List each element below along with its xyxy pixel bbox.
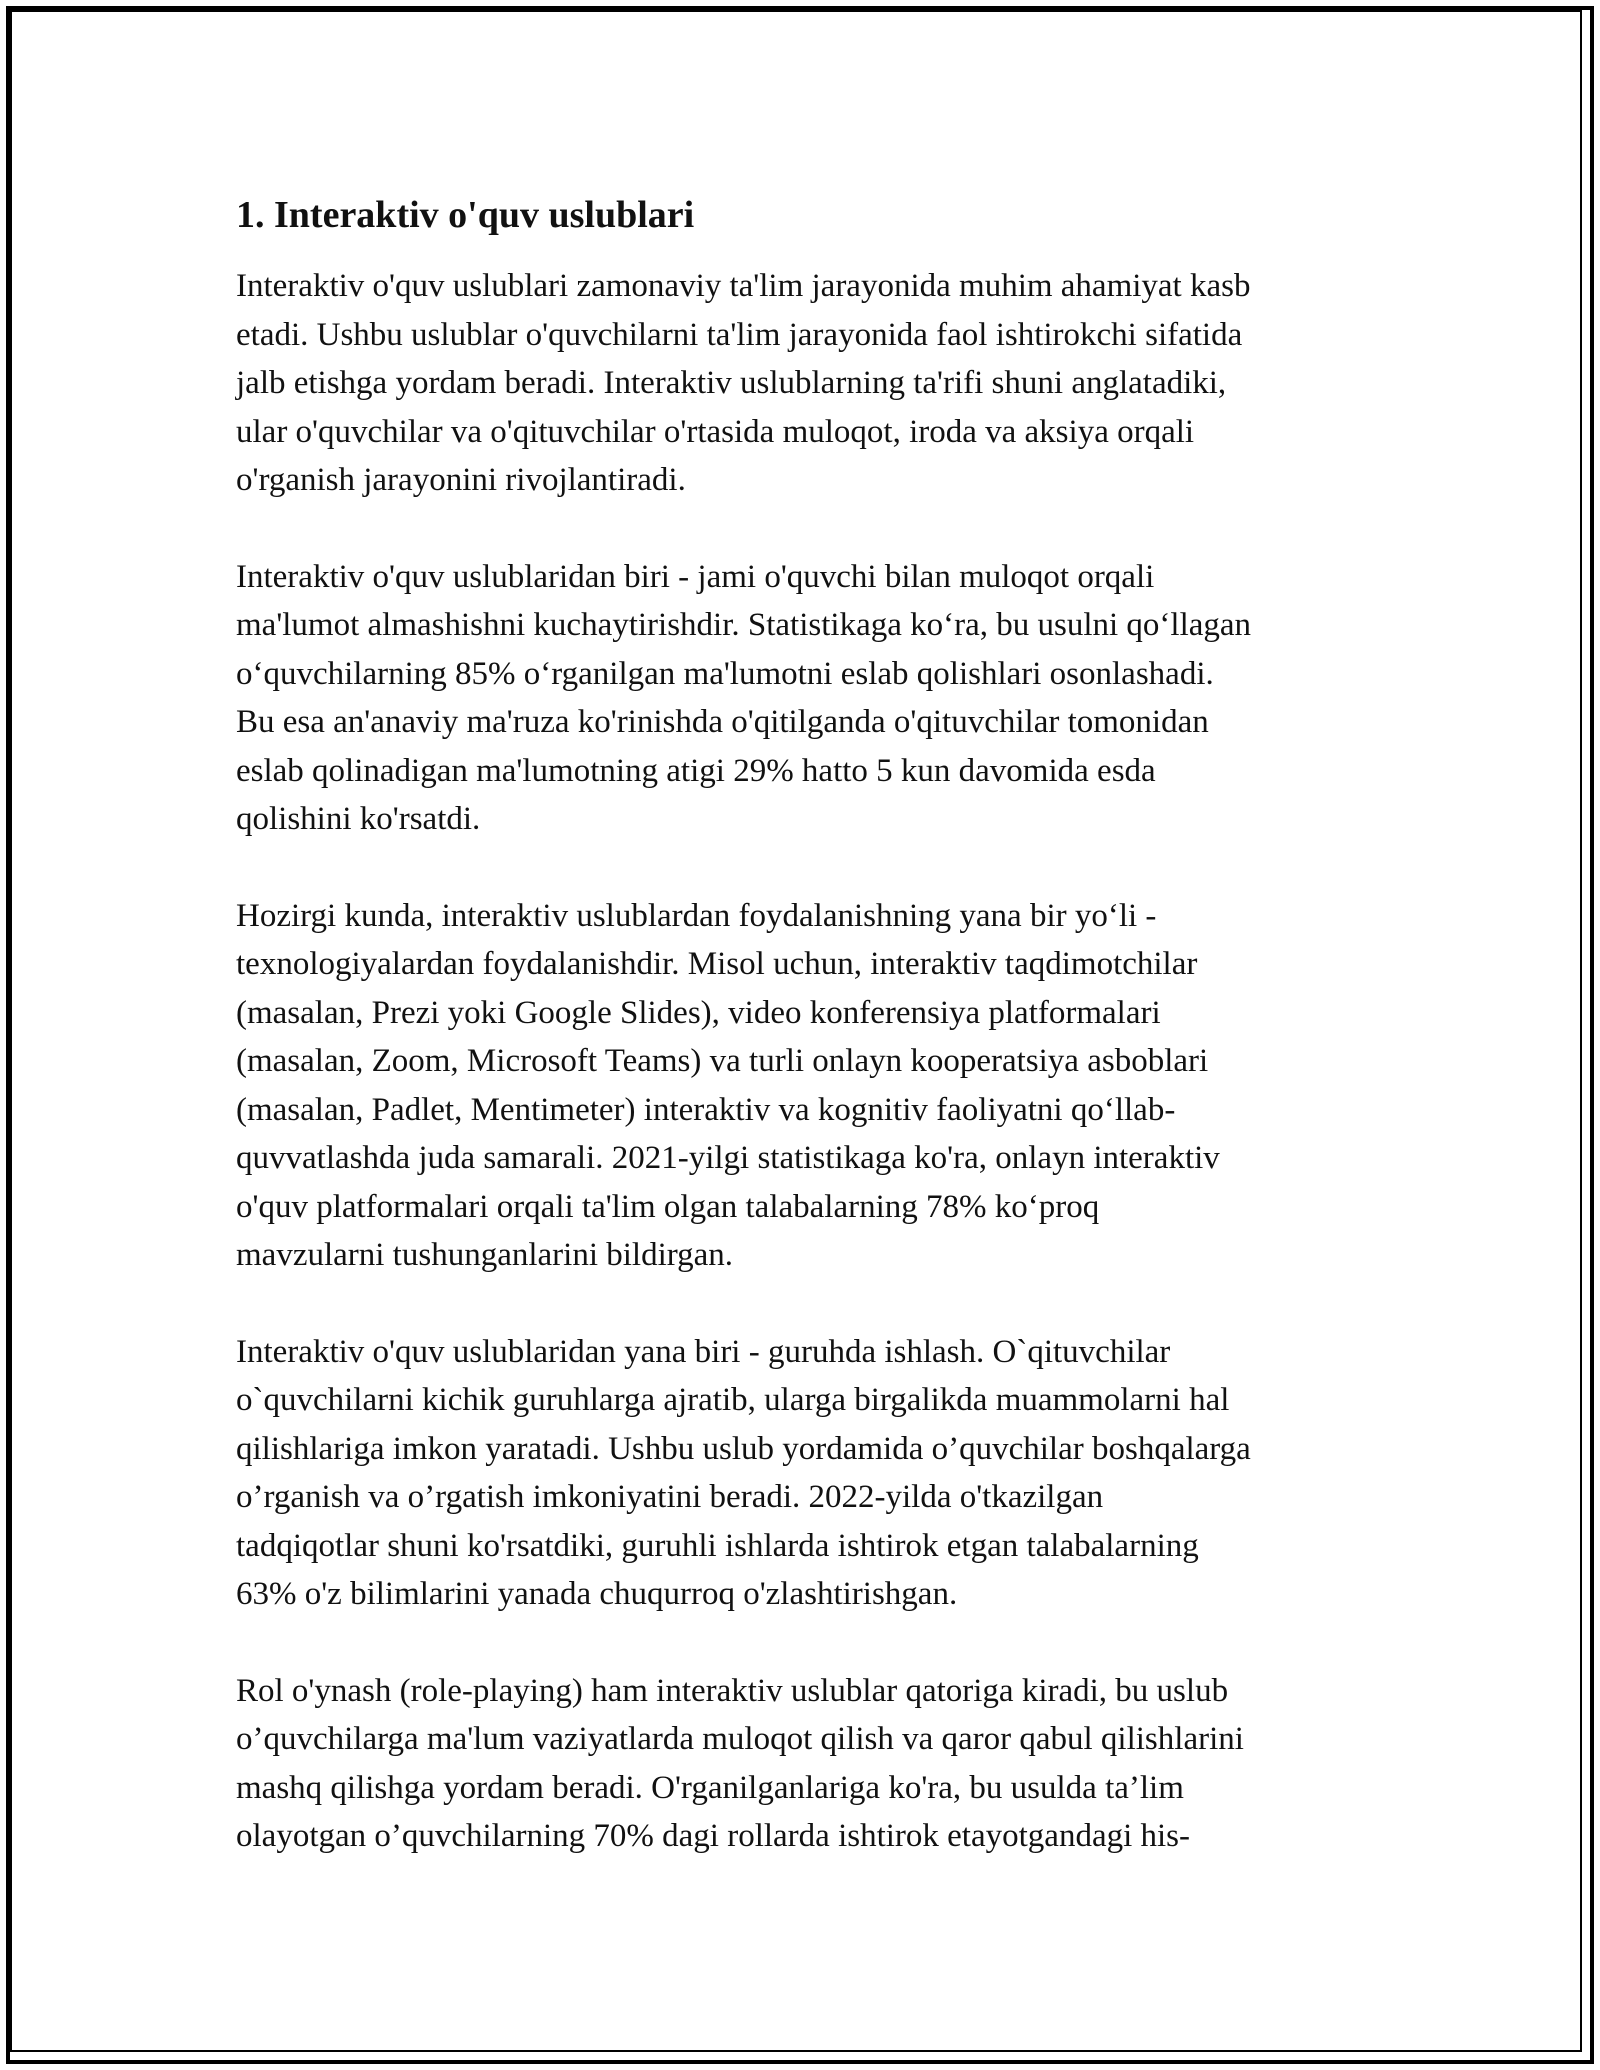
paragraph-line: o’rganish va o’rgatish imkoniyatini beradi. 2022-yilda o'tkazilgan xyxy=(236,1479,1104,1515)
paragraph-line: etadi. Ushbu uslublar o'quvchilarni ta'lim jarayonida faol ishtirokchi sifatida xyxy=(236,316,1243,353)
paragraph-line: quvvatlashda juda samarali. 2021-yilgi statistikaga ko'ra, onlayn interaktiv xyxy=(236,1140,1220,1176)
paragraph-line: olayotgan o’quvchilarning 70% dagi rollarda ishtirok etayotgandagi his- xyxy=(236,1818,1191,1854)
paragraph-line: (masalan, Padlet, Mentimeter) interaktiv va kognitiv faoliyatni qoʻllab- xyxy=(236,1091,1176,1128)
paragraph-line: (masalan, Prezi yoki Google Slides), video konferensiya platformalari xyxy=(236,994,1161,1031)
paragraph-list xyxy=(236,262,1406,1861)
paragraph-line: o`quvchilarni kichik guruhlarga ajratib, ularga birgalikda muammolarni hal xyxy=(236,1382,1230,1418)
paragraph-line: Interaktiv o'quv uslublaridan yana biri - guruhda ishlash. O`qituvchilar xyxy=(236,1333,1171,1370)
paragraph-line: oʻquvchilarning 85% oʻrganilgan ma'lumotni eslab qolishlari osonlashadi. xyxy=(236,655,1214,692)
paragraph-line: Interaktiv o'quv uslublari zamonaviy ta'lim jarayonida muhim ahamiyat kasb xyxy=(236,268,1251,304)
paragraph-line: o’quvchilarga ma'lum vaziyatlarda muloqot qilish va qaror qabul qilishlarini xyxy=(236,1721,1244,1757)
paragraph-line: Interaktiv o'quv uslublaridan biri - jami o'quvchi bilan muloqot orqali xyxy=(236,558,1155,595)
section-heading: 1. Interaktiv o'quv uslublari xyxy=(236,194,695,236)
paragraph-line: qilishlariga imkon yaratadi. Ushbu uslub yordamida o’quvchilar boshqalarga xyxy=(236,1430,1251,1467)
document-body xyxy=(236,190,1406,1909)
paragraph-line: 63% o'z bilimlarini yanada chuqurroq o'zlashtirishgan. xyxy=(236,1576,958,1612)
paragraph xyxy=(236,1667,1406,1861)
paragraph-line: o'quv platformalari orqali ta'lim olgan talabalarning 78% koʻproq xyxy=(236,1188,1100,1225)
paragraph-line: jalb etishga yordam beradi. Interaktiv uslublarning ta'rifi shuni anglatadiki, xyxy=(236,365,1227,401)
paragraph-line: tadqiqotlar shuni ko'rsatdiki, guruhli ishlarda ishtirok etgan talabalarning xyxy=(236,1527,1199,1564)
paragraph-line: qolishini ko'rsatdi. xyxy=(236,801,481,837)
paragraph-line: mashq qilishga yordam beradi. O'rganilganlariga ko'ra, bu usulda ta’lim xyxy=(236,1769,1184,1806)
paragraph xyxy=(236,262,1406,505)
paragraph-line: Hozirgi kunda, interaktiv uslublardan foydalanishning yana bir yoʻli - xyxy=(236,897,1157,934)
paragraph xyxy=(236,553,1406,844)
paragraph-line: ma'lumot almashishni kuchaytirishdir. Statistikaga koʻra, bu usulni qoʻllagan xyxy=(236,607,1252,643)
paragraph-line: mavzularni tushunganlarini bildirgan. xyxy=(236,1237,734,1273)
paragraph-line: Bu esa an'anaviy ma'ruza ko'rinishda o'qitilganda o'qituvchilar tomonidan xyxy=(236,704,1209,740)
paragraph-line: texnologiyalardan foydalanishdir. Misol uchun, interaktiv taqdimotchilar xyxy=(236,946,1198,982)
paragraph-line: Rol o'ynash (role-playing) ham interaktiv uslublar qatoriga kiradi, bu uslub xyxy=(236,1672,1229,1709)
paragraph-line: o'rganish jarayonini rivojlantiradi. xyxy=(236,462,686,498)
paragraph xyxy=(236,1328,1406,1619)
paragraph xyxy=(236,892,1406,1280)
paragraph-line: eslab qolinadigan ma'lumotning atigi 29% hatto 5 kun davomida esda xyxy=(236,752,1156,789)
paragraph-line: (masalan, Zoom, Microsoft Teams) va turli onlayn kooperatsiya asboblari xyxy=(236,1043,1209,1079)
paragraph-line: ular o'quvchilar va o'qituvchilar o'rtasida muloqot, iroda va aksiya orqali xyxy=(236,413,1195,450)
